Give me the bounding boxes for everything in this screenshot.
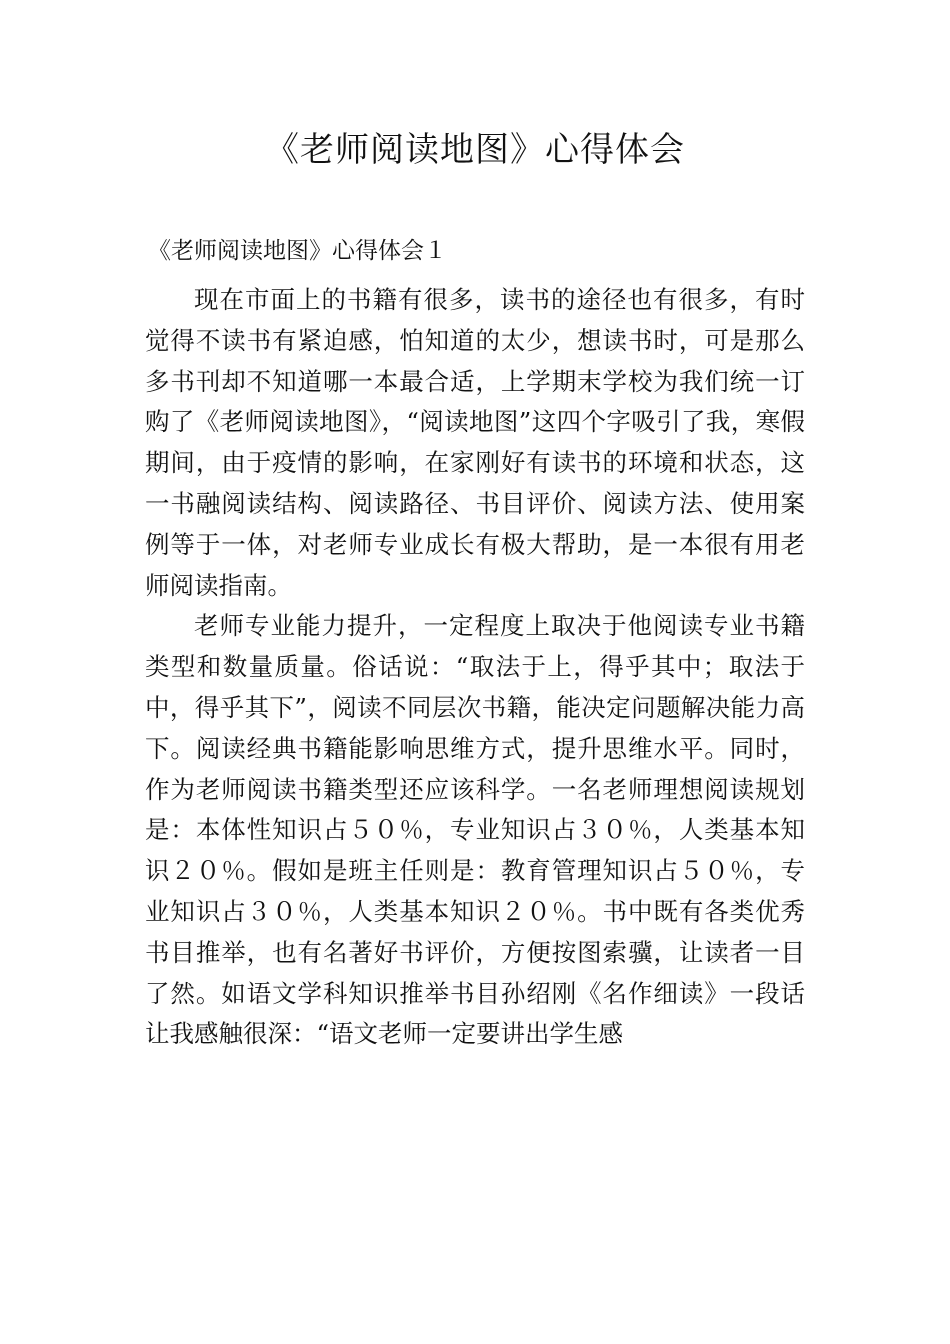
section-heading: 《老师阅读地图》心得体会１: [148, 238, 447, 264]
paragraph: 现在市面上的书籍有很多，读书的途径也有很多，有时觉得不读书有紧迫感，怕知道的太少，想读书时，可是那么多书刊却不知道哪一本最合适，上学期末学校为我们统一订购了《老师阅读地图》，“阅读地图”这四个字吸引了我，寒假期间，由于疫情的影响，在家刚好有读书的环境和状态，这一书融阅读结构、阅读路径、书目评价、阅读方法、使用案例等于一体，对老师专业成长有极大帮助，是一本很有用老师阅读指南。: [145, 285, 805, 600]
document-body: [145, 280, 805, 1055]
document-title: 《老师阅读地图》心得体会: [265, 130, 685, 170]
paragraph: 老师专业能力提升，一定程度上取决于他阅读专业书籍类型和数量质量。俗话说：“取法于上，得乎其中；取法于中，得乎其下”，阅读不同层次书籍，能决定问题解决能力高下。阅读经典书籍能影响思维方式，提升思维水平。同时，作为老师阅读书籍类型还应该科学。一名老师理想阅读规划是：本体性知识占５０％，专业知识占３０％，人类基本知识２０％。假如是班主任则是：教育管理知识占５０％，专业知识占３０％，人类基本知识２０％。书中既有各类优秀书目推举，也有名著好书评价，方便按图索骥，让读者一目了然。如语文学科知识推举书目孙绍刚《名作细读》一段话让我感触很深：“语文老师一定要讲出学生感: [145, 611, 805, 1049]
